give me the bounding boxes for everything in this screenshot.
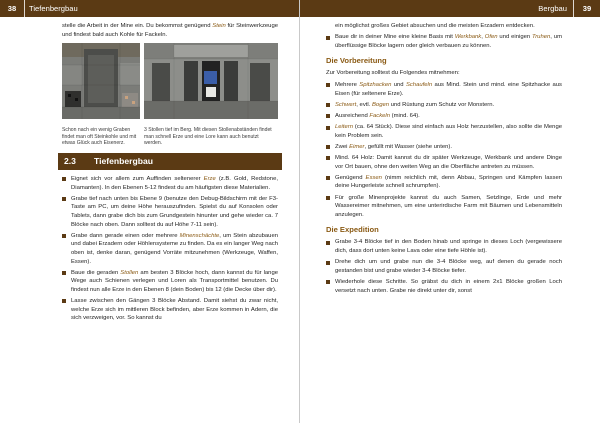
figure2-caption: 3 Stollen tief im Berg. Mit diesen Stollenabständen findet man schnell Erze und eine Lore kann auch benutzt werden. [144,127,272,147]
subhead-expedition: Die Expedition [326,225,379,235]
list-item: Grabe tief nach unten bis Ebene 9 (benutze den Debug-Bildschirm mit der F3-Taste am PC, um deine Höhe herauszufinden. Spielst du auf Konsolen oder Tablets, dann grabe dich bis zum Grundgestein hinunter und gehe wieder ca. 7 Blöcke nach oben. Dann solltest du auf Höhe 7-11 sein). [62,195,278,229]
figure-row [62,43,278,147]
figure1-caption: Schon nach ein wenig Graben findet man oft Steinkohle und mit etwas Glück auch Eisenerz. [62,127,137,147]
deep-mining-list [62,175,278,323]
right-running-header [300,0,600,17]
list-item: Leitern (ca. 64 Stück). Diese sind einfach aus Holz herzustellen, also sollte die Menge kein Problem sein. [326,123,562,140]
right-content [326,22,562,298]
list-item: Mind. 64 Holz: Damit kannst du dir später Werkzeuge, Werkbank und andere Dinge vor Ort bauen, ohne den weiten Weg an die Oberfläche antreten zu müssen. [326,154,562,171]
right-page-number: 39 [582,4,592,13]
left-page-number: 38 [7,4,17,13]
list-item: Zwei Eimer, gefüllt mit Wasser (siehe unten). [326,143,562,152]
intro-paragraph: stelle die Arbeit in der Mine ein. Du bekommst genügend Stein für Steinwerkzeuge und findest bald auch Kohle für Fackeln. [62,23,278,38]
coal-ore-screenshot [62,43,140,119]
list-item: Grabe dann gerade einen oder mehrere Minenschächte, um Stein abzubauen und dabei Erzadern oder Höhlensysteme zu finden. Da es ein langer Weg nach oben ist, denke daran, genügend Vorräte mitzunehmen (Werkzeuge, Waffen, Essen). [62,232,278,266]
list-item: Eignet sich vor allem zum Auffinden seltenerer Erze (z.B. Gold, Redstone, Diamanten). In den Ebenen 5-12 findest du am häufigsten diese Materialien. [62,175,278,192]
right-page [300,0,600,423]
list-item: Wiederhole diese Schritte. So gräbst du dich in einem 2x1 Blöcke großen Loch versetzt nach unten. Grabe nie direkt unter dir, sonst [326,278,562,295]
tunnels-screenshot [144,43,278,119]
section-number: 2.3 [64,156,76,167]
list-item: Lasse zwischen den Gängen 3 Blöcke Abstand. Damit siehst du zwar nicht, welche Erze sich im mittleren Block befinden, aber Erze kommen in Adern, die sich verzweigen, vor. So kannst du [62,297,278,323]
expedition-list [326,238,562,295]
list-item: Baue die geraden Stollen am besten 3 Blöcke hoch, dann kannst du für lange Wege auch Schienen verlegen und Loren als Transportmittel benutzen. Du findest nun alle Erze in den Ebenen 8 (dein Boden) bis 12 (die Decke über dir). [62,269,278,295]
list-item: Drehe dich um und grabe nun die 3-4 Blöcke weg, auf denen du gerade noch gestanden bist und grabe wieder 3-4 Blöcke tiefer. [326,258,562,275]
header-divider [573,0,574,17]
left-running-title: Tiefenbergbau [29,4,78,13]
section-heading [58,153,282,170]
figure-tunnels [144,43,278,147]
right-running-title: Bergbau [538,4,567,13]
preparation-list [326,81,562,219]
list-item: Grabe 3-4 Blöcke tief in den Boden hinab und springe in dieses Loch (vergewissere dich, dass dort unten keine Lava oder eine tiefe Höhle ist). [326,238,562,255]
left-running-header [0,0,300,17]
left-content [62,22,278,325]
preparation-lead: Zur Vorbereitung solltest du Folgendes mitnehmen: [326,70,460,77]
list-item: Mehrere Spitzhacken und Schaufeln aus Mind. Stein und mind. eine Spitzhacke aus Eisen (für seltenere Erze). [326,81,562,98]
figure-coal-ore [62,43,140,147]
list-item: Genügend Essen (nimm reichlich mit, denn Abbau, Springen und Kämpfen lassen deine Hungerleiste schnell schrumpfen). [326,174,562,191]
header-divider [24,0,25,17]
continued-text: ein möglichst großes Gebiet absuchen und die meisten Erzadern entdecken. [335,23,535,29]
continued-list [326,22,562,50]
list-item: Baue dir in deiner Mine eine kleine Basis mit Werkbank, Ofen und einigen Truhen, um überflüssige Blöcke lagern oder gleich verbauen zu können. [326,33,562,50]
list-item: Schwert, evtl. Bogen und Rüstung zum Schutz vor Monstern. [326,101,562,110]
list-item: Für große Minenprojekte kannst du auch Samen, Setzlinge, Erde und mehr Wassereimer mitnehmen, um eine unterirdische Farm mit Bäumen und Lebensmitteln anzulegen. [326,194,562,220]
list-item: Ausreichend Fackeln (mind. 64). [326,112,562,121]
section-title: Tiefenbergbau [94,156,154,167]
subhead-preparation: Die Vorbereitung [326,56,387,66]
